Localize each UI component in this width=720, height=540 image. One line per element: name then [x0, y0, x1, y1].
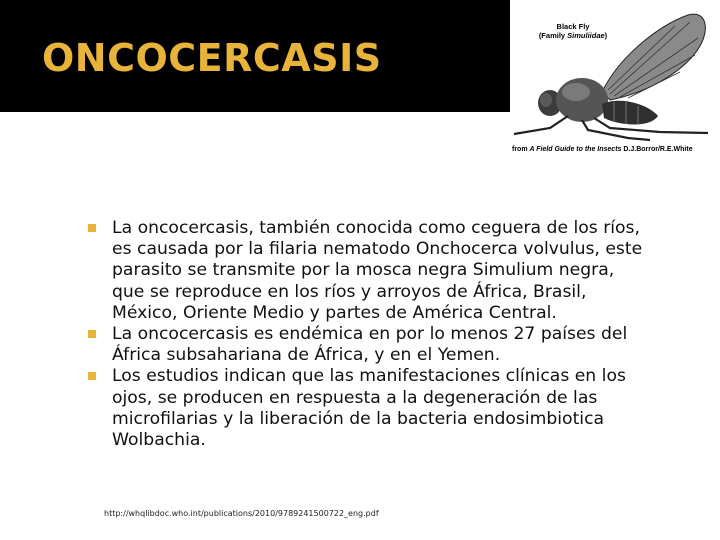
source-url: http://whqlibdoc.who.int/publications/2010/9789241500722_eng.pdf: [104, 509, 379, 518]
bullet-list: [88, 218, 648, 451]
bullet-text: La oncocercasis, también conocida como ceguera de los ríos, es causada por la filaria nematodo Onchocerca volvulus, este parasito se transmite por la mosca negra Simulium negra, que se reproduce en los ríos y arroyos de África, Brasil, México, Oriente Medio y partes de América Central.: [112, 218, 643, 323]
figure-caption-title: Black Fly: [556, 22, 590, 31]
bullet-item: [88, 218, 648, 324]
bullet-marker: [88, 372, 96, 380]
bullet-text: La oncocercasis es endémica en por lo menos 27 países del África subsahariana de África, y en el Yemen.: [112, 324, 628, 366]
bullet-marker: [88, 224, 96, 232]
figure-caption-family: (Family Simuliidae): [538, 31, 608, 40]
bullet-marker: [88, 330, 96, 338]
slide-title: ONCOCERCASIS: [42, 36, 382, 80]
bullet-text: Los estudios indican que las manifestaciones clínicas en los ojos, se producen en respuesta a la degeneración de las microfilarias y la liberación de la bacteria endosimbiotica Wolbachia.: [112, 366, 626, 451]
black-fly-figure: [510, 0, 720, 160]
bullet-item: [88, 324, 648, 366]
bullet-item: [88, 366, 648, 451]
figure-credit: from A Field Guide to the Insects D.J.Borror/R.E.White: [512, 146, 693, 153]
title-band: [0, 0, 510, 112]
